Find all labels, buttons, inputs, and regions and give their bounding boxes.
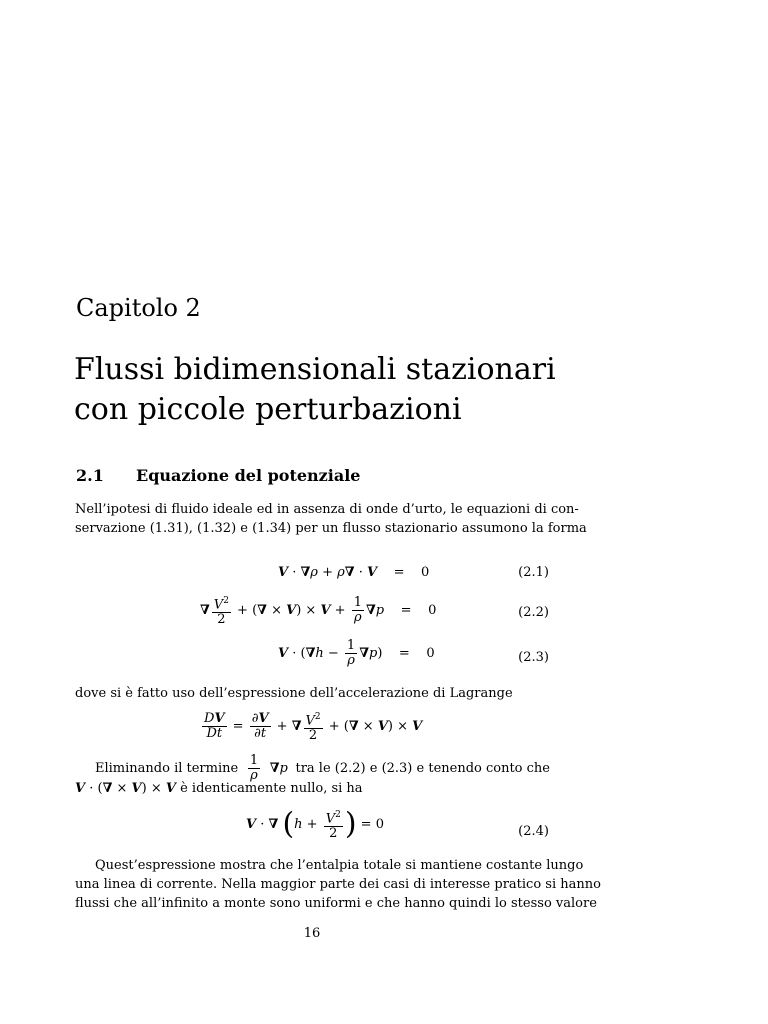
paragraph-enthalpy (75, 856, 601, 913)
paragraph-intro (75, 500, 587, 538)
paragraph-lagrange (75, 684, 550, 703)
section-title: Equazione del potenziale (136, 466, 361, 485)
fraction-inline: $\frac{1}{\rho}$ (249, 753, 259, 783)
paragraph-text: tra le (2.2) e (2.3) e tenendo conto che (295, 761, 550, 776)
section-heading (76, 466, 360, 485)
equation-number: (2.1) (518, 565, 549, 580)
page-number: 16 (303, 926, 321, 941)
paragraph-line: flussi che all’infinito a monte sono uniformi e che hanno quindi lo stesso valore (75, 896, 597, 911)
paragraph-line: servazione (1.31), (1.32) e (1.34) per un flusso stazionario assumono la forma (75, 521, 587, 536)
paragraph-elimination: Eliminando il termine $\frac{1}{\rho}$ ∇p tra le (2.2) e (2.3) e tenendo conto che V · (∇ × V) × V è identicamente nullo, si ha (75, 753, 550, 796)
section-number: 2.1 (76, 466, 104, 485)
paragraph-line: una linea di corrente. Nella maggior parte dei casi di interesse pratico si hanno (75, 877, 601, 892)
equation-2-1: V · ∇ρ + ρ∇ · V = 0 (278, 565, 430, 580)
equation-2-3: V · (∇h − $\frac{1}{\rho}$ ∇p) = 0 (278, 638, 435, 668)
paragraph-line: Nell’ipotesi di fluido ideale ed in assenza di onde d’urto, le equazioni di con- (75, 502, 579, 517)
chapter-label: Capitolo 2 (76, 294, 201, 322)
chapter-title-line-1: Flussi bidimensionali stazionari (74, 352, 556, 387)
paragraph-text: Eliminando il termine (95, 761, 239, 776)
equation-number: (2.2) (518, 605, 549, 620)
chapter-title-line-2: con piccole perturbazioni (74, 392, 462, 427)
paragraph-line: dove si è fatto uso dell’espressione dell’accelerazione di Lagrange (75, 686, 513, 701)
equation-lagrange: $\frac{DV}{Dt}$ = $\frac{\partial V}{\partial t}$ + ∇ $\frac{V^2}{2}$ + (∇ × V) × V (204, 711, 423, 744)
equation-2-4: V · ∇ (h + $\frac{V^2}{2}$ ) = 0 (246, 806, 384, 842)
equation-number: (2.3) (518, 650, 549, 665)
equation-2-2: ∇ $\frac{V^2}{2}$ + (∇ × V) × V + $\frac{1}{\rho}$ ∇p = 0 (200, 595, 437, 628)
paragraph-line: Quest’espressione mostra che l’entalpia totale si mantiene costante lungo (95, 858, 584, 873)
paragraph-text: è identicamente nullo, si ha (180, 781, 363, 796)
equation-number: (2.4) (518, 824, 549, 839)
